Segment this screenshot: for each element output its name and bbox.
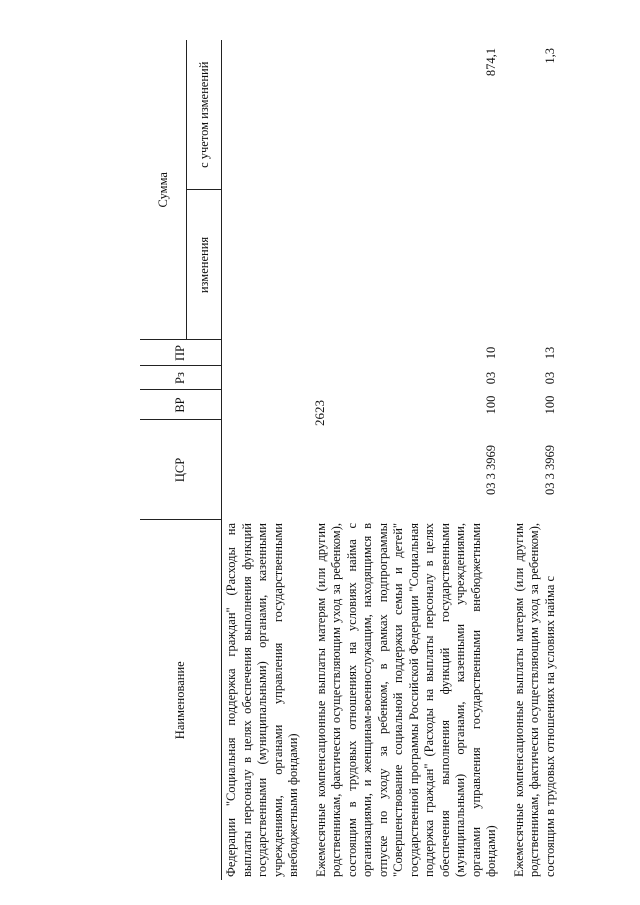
row-csr: 03 3 3969 bbox=[542, 445, 557, 495]
row-name: Ежемесячные компенсационные выплаты матерям (или другим родственникам, фактически осуществляющим уход за ребенком), состоящим в трудовых отношениях на условиях найма с bbox=[511, 523, 557, 877]
header-name: Наименование bbox=[140, 520, 222, 880]
header-vr: ВР bbox=[140, 390, 222, 420]
header-pr: ПР bbox=[140, 340, 222, 366]
row-csr bbox=[222, 420, 304, 520]
row-pr: 10 bbox=[484, 346, 498, 360]
row-vr bbox=[222, 390, 304, 420]
row-vr: 100 bbox=[542, 395, 557, 415]
row-total: 874,1 bbox=[484, 48, 498, 77]
table-row bbox=[312, 40, 502, 880]
row-total: 1,3 bbox=[542, 48, 557, 64]
row-name: Ежемесячные компенсационные выплаты матерям (или другим родственникам, фактически осуществляющим уход за ребенком), состоящим в трудовых отношениях на условиях найма с организациями, и женщинам-военнослужащим, находящимся в отпуске по уходу за ребенком, в рамках подпрограммы "Совершенствование социальной поддержки семьи и детей" государственной программы Российской Федерации "Социальная поддержка граждан" (Расходы на выплаты персоналу в целях обеспечения выполнения функций государственными (муниципальными) органами, казенными учреждениями, органами управления государственными внебюджетными фондами) bbox=[313, 523, 498, 877]
header-rz: Рз bbox=[140, 366, 222, 390]
row-csr: 03 3 3969 bbox=[484, 445, 498, 495]
header-sum: Сумма bbox=[140, 40, 187, 340]
page-number: 2623 bbox=[312, 400, 327, 426]
row-pr: 13 bbox=[542, 346, 557, 360]
row-pr bbox=[222, 340, 304, 366]
row-rz: 03 bbox=[484, 371, 498, 385]
table-row bbox=[222, 40, 304, 880]
row-change bbox=[222, 190, 304, 340]
row-change bbox=[510, 190, 561, 340]
header-csr: ЦСР bbox=[140, 420, 222, 520]
row-total bbox=[222, 40, 304, 190]
row-change bbox=[312, 190, 502, 340]
row-rz: 03 bbox=[542, 371, 557, 385]
row-rz bbox=[222, 366, 304, 390]
budget-table bbox=[140, 40, 560, 880]
row-name: Федерации "Социальная поддержка граждан" (Расходы на выплаты персоналу в целях обеспечения выполнения функций государственными (муниципальными) органами, казенными учреждениями, органами управления государственными внебюджетными фондами) bbox=[224, 523, 300, 877]
row-vr: 100 bbox=[484, 395, 498, 415]
header-with-changes: с учетом изменений bbox=[187, 40, 222, 190]
header-change: изменения bbox=[187, 190, 222, 340]
table-row bbox=[510, 40, 561, 880]
rotated-page bbox=[140, 40, 557, 880]
